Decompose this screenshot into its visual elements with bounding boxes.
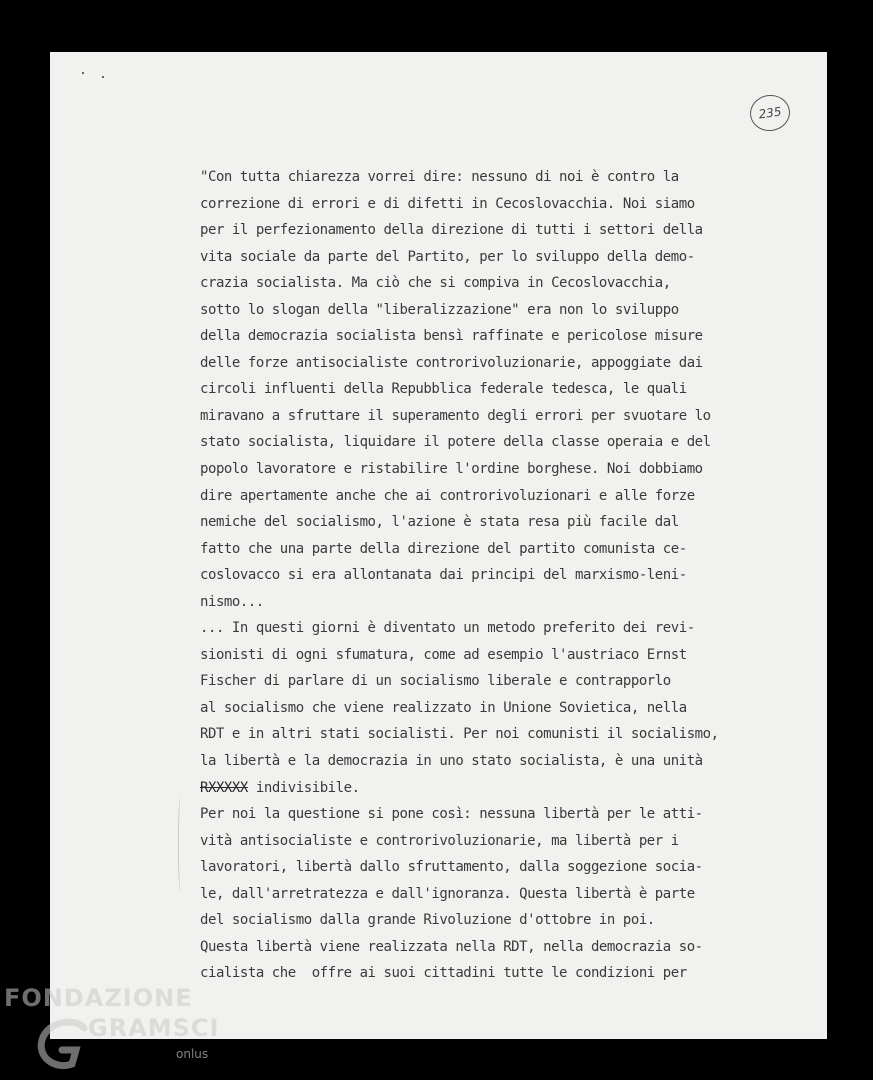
watermark-line1: FONDAZIONE [4,984,193,1012]
typewritten-text [200,164,790,987]
text-line: sotto lo slogan della "liberalizzazione" era non lo sviluppo [200,301,679,318]
text-line: "Con tutta chiarezza vorrei dire: nessuno di noi è contro la [200,169,679,185]
text-line: nismo... [200,593,264,610]
text-line-with-strikeout [200,775,790,802]
page-number-stamp: 235 [748,92,793,133]
text-line: le, dall'arretratezza e dall'ignoranza. Questa libertà è parte [200,885,695,902]
text-line: coslovacco si era allontanata dai principi del marxismo-leni- [200,567,687,584]
text-line-remainder: indivisibile. [255,779,360,796]
text-line: cialista che offre ai suoi cittadini tutte le condizioni per [200,965,687,982]
text-line: lavoratori, libertà dallo sfruttamento, dalla soggezione socia- [200,859,703,876]
watermark-suffix: onlus [176,1047,209,1061]
text-line: circoli influenti della Repubblica federale tedesca, le quali [200,381,687,398]
text-line: Questa libertà viene realizzata nella RDT, nella democrazia so- [200,938,703,955]
text-line: sionisti di ogni sfumatura, come ad esempio l'austriaco Ernst [200,646,687,663]
ink-speck [102,76,104,78]
text-line: crazia socialista. Ma ciò che si compiva in Cecoslovacchia, [200,275,671,292]
text-line: Fischer di parlare di un socialismo liberale e contrapporlo [200,673,671,690]
watermark-line2: GRAMSCI [88,1014,220,1042]
text-line: nemiche del socialismo, l'azione è stata resa più facile dal [200,514,679,531]
document-page [50,52,827,1039]
text-line: dire apertamente anche che ai controrivoluzionari e alle forze [200,487,695,504]
text-line: miravano a sfruttare il superamento degli errori per svuotare lo [200,407,711,424]
text-line: Per noi la questione si pone così: nessuna libertà per le atti- [200,806,703,823]
text-line: delle forze antisocialiste controrivoluzionarie, appoggiate dai [200,354,703,371]
text-line: per il perfezionamento della direzione di tutti i settori della [200,222,703,239]
text-line: fatto che una parte della direzione del partito comunista ce- [200,540,687,557]
text-line: la libertà e la democrazia in uno stato socialista, è una unità [200,753,703,770]
text-line: della democrazia socialista bensì raffinate e pericolose misure [200,328,703,345]
ink-speck [82,72,84,74]
text-line: del socialismo dalla grande Rivoluzione d'ottobre in poi. [200,912,655,929]
text-line: correzione di errori e di difetti in Cecoslovacchia. Noi siamo [200,195,695,212]
text-line: RDT e in altri stati socialisti. Per noi comunisti il socialismo, [200,726,719,743]
text-line: vita sociale da parte del Partito, per lo sviluppo della demo- [200,248,695,265]
struck-out-text: RXXXXX [200,779,248,796]
text-line: vità antisocialiste e controrivoluzionarie, ma libertà per i [200,832,679,849]
text-line: popolo lavoratore e ristabilire l'ordine borghese. Noi dobbiamo [200,461,703,478]
text-line: stato socialista, liquidare il potere della classe operaia e del [200,434,711,451]
pencil-margin-mark [178,797,185,892]
fondazione-gramsci-watermark [0,984,230,1080]
text-line: ... In questi giorni è diventato un metodo preferito dei revi- [200,620,695,637]
text-line: al socialismo che viene realizzato in Unione Sovietica, nella [200,699,687,716]
